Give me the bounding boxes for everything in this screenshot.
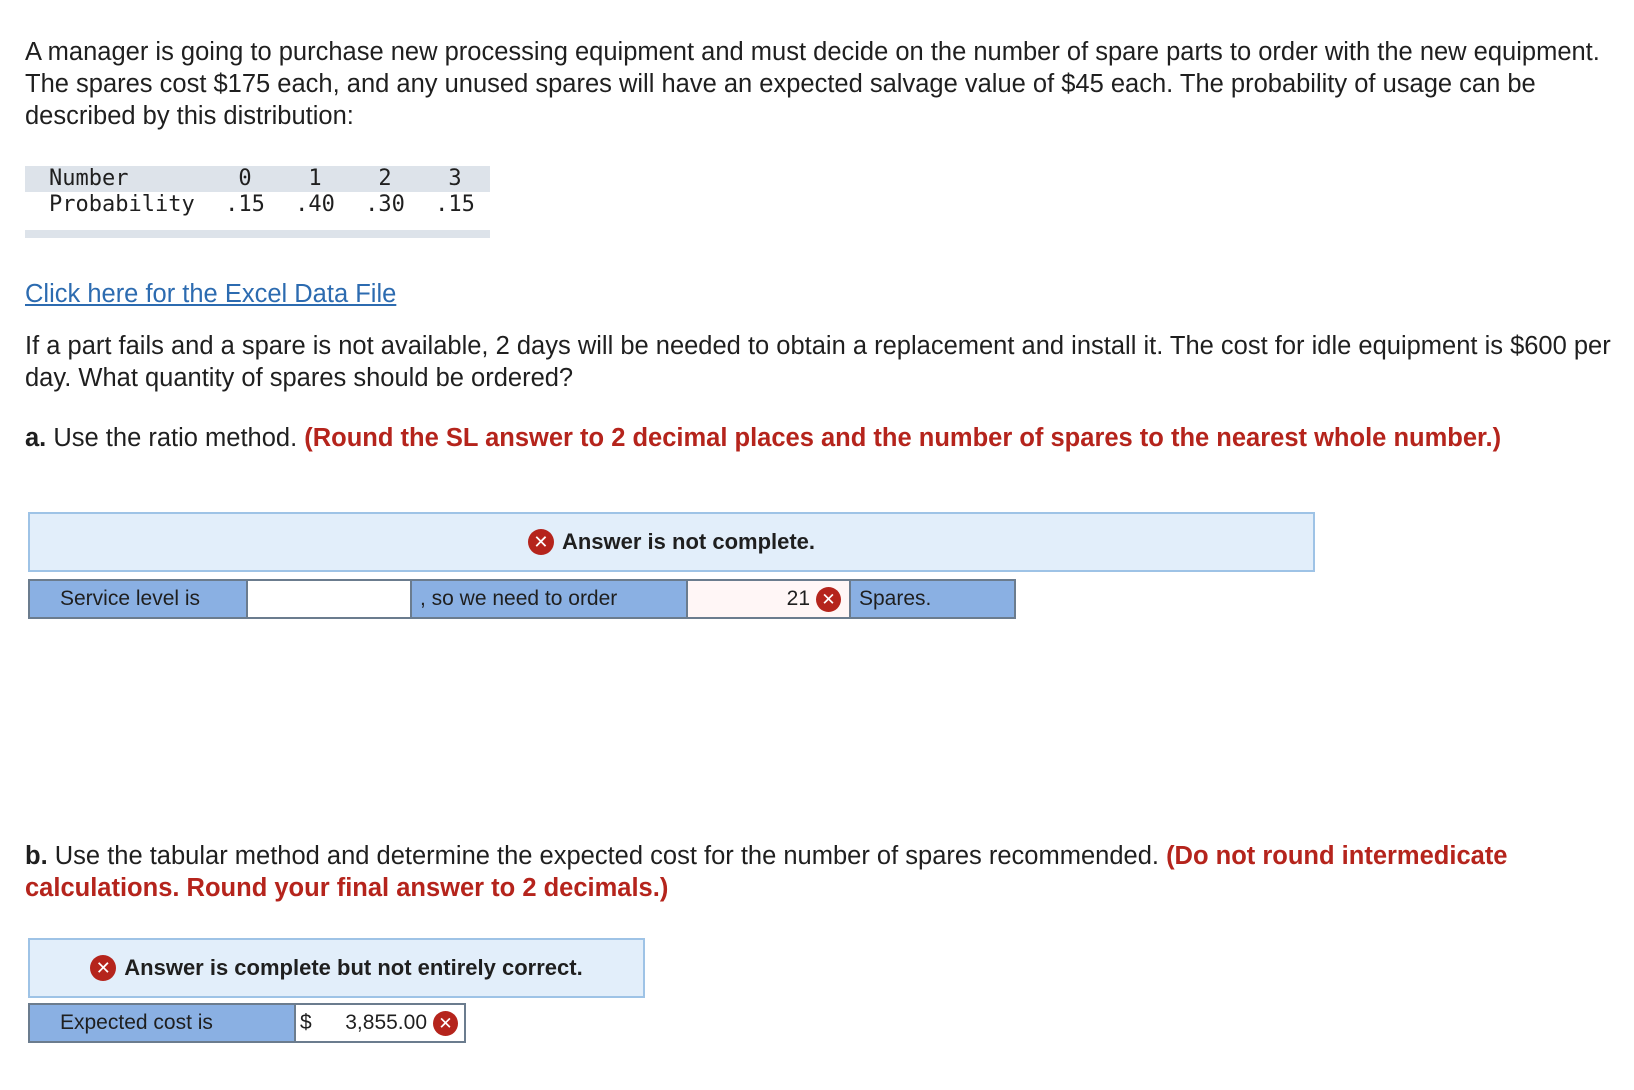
table-cell: 1 [308,166,322,191]
usage-distribution-table [25,166,490,218]
part-a-instruction: (Round the SL answer to 2 decimal places and the number of spares to the nearest whole number.) [304,424,1502,452]
part-b-status-banner [28,938,645,998]
question-intro: A manager is going to purchase new processing equipment and must decide on the number of spare parts to order with the new equipment. The spares cost $175 each, and any unused spares will have an expected salvage value of $45 each. The probability of usage can be described by this distribution: [25,38,1600,130]
question-scenario: If a part fails and a spare is not available, 2 days will be needed to obtain a replacement and install it. The cost for idle equipment is $600 per day. What quantity of spares should be ordered? [25,332,1611,392]
table-cell: 3 [448,166,462,191]
part-a-prefix: a. [25,424,47,452]
part-b-prefix: b. [25,842,48,870]
part-a-prompt [25,422,1625,454]
table-bottom-divider [25,230,490,238]
part-b-text: Use the tabular method and determine the expected cost for the number of spares recommended. [47,842,1167,870]
part-a-status-text: Answer is not complete. [561,529,816,554]
spares-quantity-input[interactable] [688,579,851,619]
table-row-label: Number [49,166,129,191]
expected-cost-label: Expected cost is [28,1003,296,1043]
x-circle-icon: ✕ [90,955,116,981]
part-a-answer-row [28,579,1016,619]
table-cell: .40 [295,192,335,217]
table-row-number [25,166,490,192]
excel-data-file-link[interactable]: Click here for the Excel Data File [25,280,397,308]
x-circle-icon: ✕ [528,529,554,555]
order-quantity-label: , so we need to order [412,579,688,619]
table-cell: .15 [225,192,265,217]
currency-symbol: $ [300,1011,312,1034]
service-level-input[interactable] [248,579,412,619]
spares-quantity-value: 21 [786,587,810,610]
part-a-status-banner [28,512,1315,572]
table-row-label: Probability [49,192,195,217]
service-level-label: Service level is [28,579,248,619]
table-cell: .30 [365,192,405,217]
x-circle-icon: ✕ [816,587,841,612]
table-cell: 0 [238,166,252,191]
part-b-instruction: (Do not round intermedicate calculations. Round your final answer to 2 decimals.) [25,842,1508,902]
expected-cost-input[interactable] [296,1003,466,1043]
part-b-answer-row [28,1003,466,1043]
expected-cost-value: 3,855.00 [345,1011,427,1034]
table-cell: .15 [435,192,475,217]
spares-unit-label: Spares. [851,579,1016,619]
part-b-prompt [25,840,1525,904]
part-a-text: Use the ratio method. [46,424,305,452]
x-circle-icon: ✕ [433,1011,458,1036]
part-b-status-text: Answer is complete but not entirely correct. [124,955,583,980]
table-row-probability [25,192,490,218]
table-cell: 2 [378,166,392,191]
